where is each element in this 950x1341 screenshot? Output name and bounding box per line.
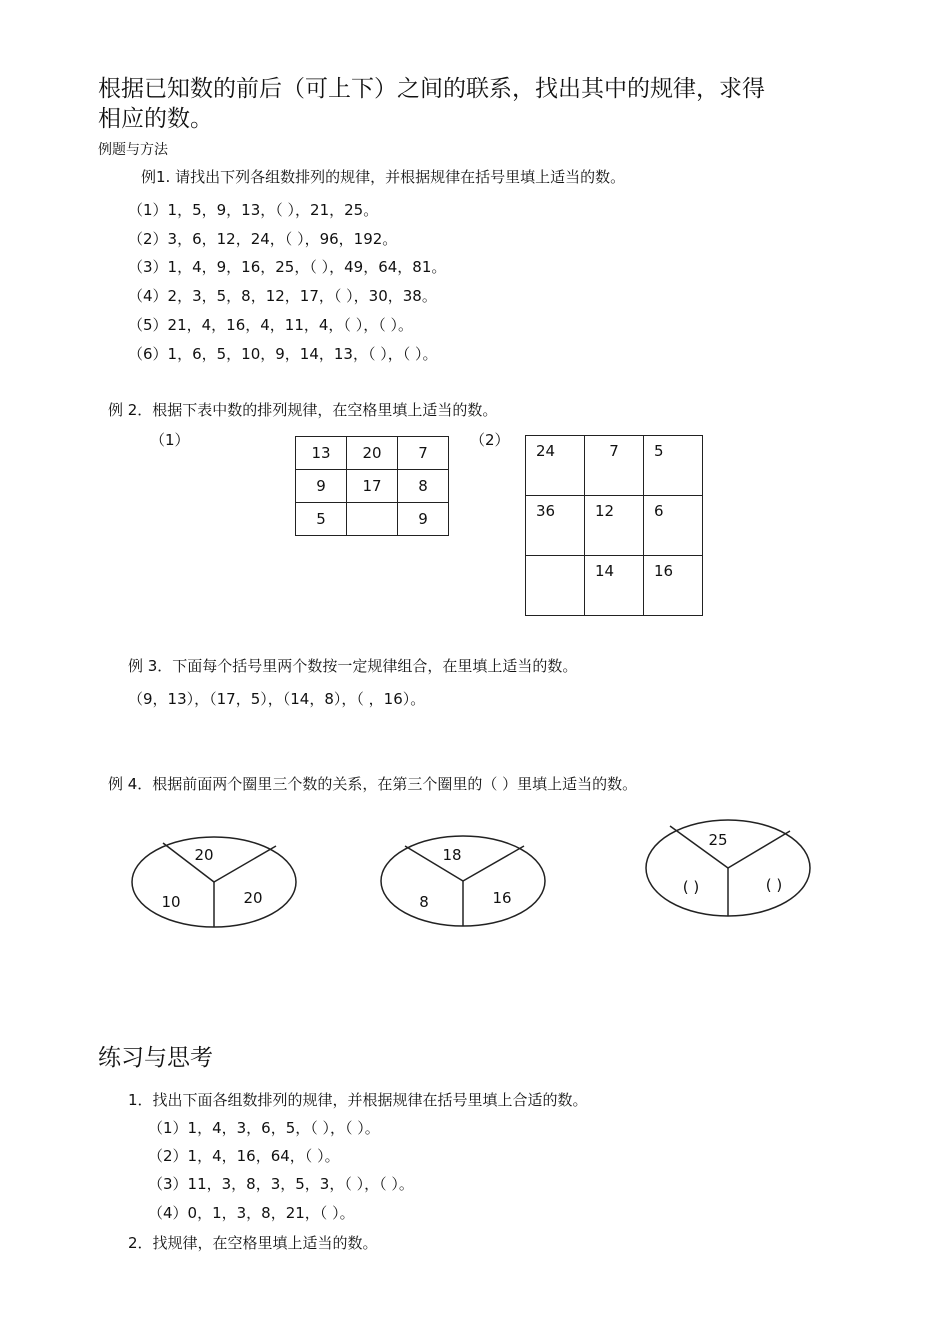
example1-item-1: （1）1，5，9，13，（ ），21，25。 xyxy=(128,201,379,219)
table2-cell: 7 xyxy=(609,442,619,460)
circle3-right-blank[interactable]: ( ) xyxy=(765,876,783,894)
example1-title: 例1. 请找出下列各组数排列的规律，并根据规律在括号里填上适当的数。 xyxy=(141,168,626,186)
example2-title: 例 2．根据下表中数的排列规律，在空格里填上适当的数。 xyxy=(108,401,498,419)
practice-q1-item-4: （4）0，1，3，8，21，（ ）。 xyxy=(148,1204,355,1222)
example1-item-3: （3）1，4，9，16，25，（ ），49，64，81。 xyxy=(128,258,447,276)
example1-item-2: （2）3，6，12，24，（ ），96，192。 xyxy=(128,230,398,248)
table1-cell: 9 xyxy=(296,470,347,503)
circle1-top: 20 xyxy=(194,846,214,864)
table1-cell: 20 xyxy=(347,437,398,470)
practice-q1: 1．找出下面各组数排列的规律，并根据规律在括号里填上合适的数。 xyxy=(128,1091,588,1109)
circle3-left-blank[interactable]: ( ) xyxy=(682,878,700,896)
circle2-left: 8 xyxy=(419,893,429,911)
practice-q1-item-1: （1）1，4，3，6，5，（ ），（ ）。 xyxy=(148,1119,380,1137)
circle-diagram-2 xyxy=(381,836,545,926)
table2-cell: 12 xyxy=(595,502,615,520)
table1-cell: 8 xyxy=(398,470,449,503)
example4-title: 例 4．根据前面两个圈里三个数的关系，在第三个圈里的（ ）里填上适当的数。 xyxy=(108,775,638,793)
table2-cell: 14 xyxy=(595,562,615,580)
example3-title: 例 3．下面每个括号里两个数按一定规律组合，在里填上适当的数。 xyxy=(128,657,578,675)
circle2-top: 18 xyxy=(442,846,462,864)
circle2-right: 16 xyxy=(492,889,512,907)
table1-cell: 13 xyxy=(296,437,347,470)
example1-item-5: （5）21，4，16，4，11，4，（ ），（ ）。 xyxy=(128,316,413,334)
table2-cell: 36 xyxy=(536,502,556,520)
circle-diagram-1 xyxy=(132,837,296,927)
intro-line-1: 根据已知数的前后（可上下）之间的联系，找出其中的规律，求得 xyxy=(98,76,765,102)
example1-item-4: （4）2，3，5，8，12，17，（ ），30，38。 xyxy=(128,287,437,305)
example2-label-2: （2） xyxy=(470,431,510,449)
table1-cell: 7 xyxy=(398,437,449,470)
practice-heading: 练习与思考 xyxy=(98,1045,213,1071)
circle3-top: 25 xyxy=(708,831,728,849)
table1-cell: 5 xyxy=(296,503,347,536)
practice-q2: 2．找规律，在空格里填上适当的数。 xyxy=(128,1234,378,1252)
circle1-left: 10 xyxy=(161,893,181,911)
practice-q1-item-3: （3）11，3，8，3，5，3，（ ），（ ）。 xyxy=(148,1175,414,1193)
intro-line-2: 相应的数。 xyxy=(98,106,213,132)
example3-line: （9，13），（17，5），（14，8），（ ，16）。 xyxy=(128,690,426,708)
table1-cell: 17 xyxy=(347,470,398,503)
section-examples-label: 例题与方法 xyxy=(98,142,168,158)
practice-q1-item-2: （2）1，4，16，64，（ ）。 xyxy=(148,1147,340,1165)
table2-cell: 24 xyxy=(536,442,556,460)
circle-diagram-3 xyxy=(646,820,810,916)
example1-item-6: （6）1，6，5，10，9，14，13，（ ），（ ）。 xyxy=(128,345,438,363)
table2-cell: 6 xyxy=(654,502,664,520)
table1-cell: 9 xyxy=(398,503,449,536)
table2-cell: 16 xyxy=(654,562,674,580)
table2-cell: 5 xyxy=(654,442,664,460)
example2-label-1: （1） xyxy=(150,431,190,449)
circle1-right: 20 xyxy=(243,889,263,907)
